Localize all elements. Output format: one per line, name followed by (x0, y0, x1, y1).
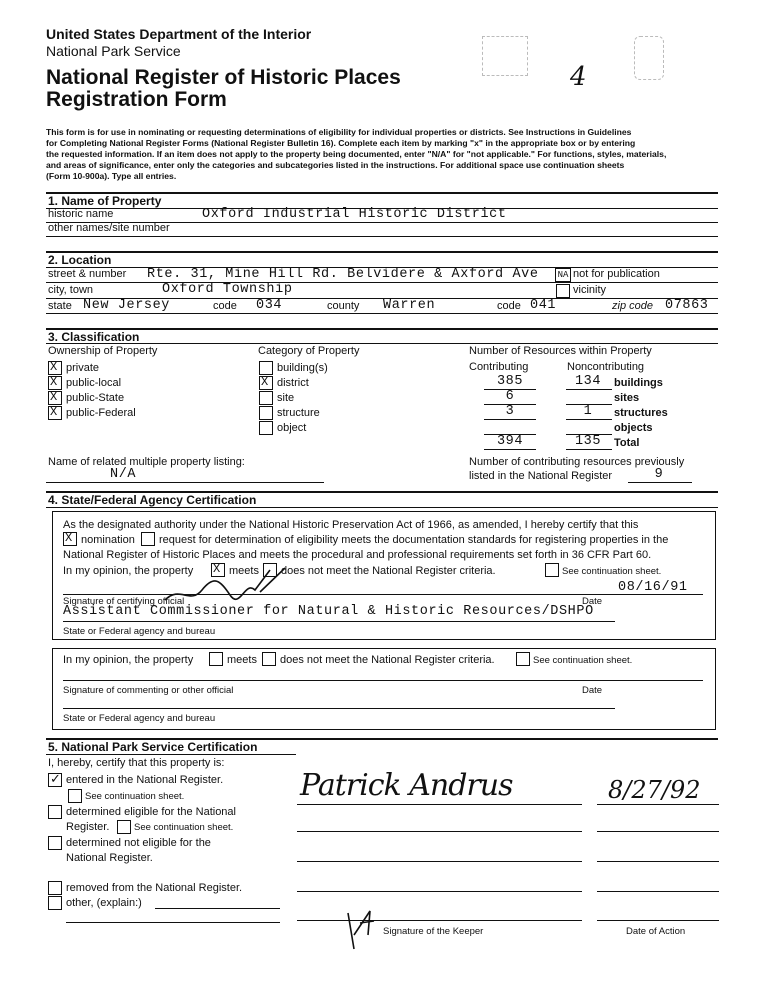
noncontributing-structures[interactable]: 1 (583, 404, 593, 419)
entered-checkbox[interactable] (48, 773, 62, 787)
site-checkbox[interactable] (259, 391, 273, 405)
state-code-label: code (213, 300, 237, 312)
cert-line-1: As the designated authority under the National Historic Preservation Act of 1966, as amended, I hereby certify that this (63, 519, 639, 531)
date-label: Date (582, 596, 603, 607)
building-label: building(s) (277, 362, 328, 374)
object-label: object (277, 422, 307, 434)
form-title-line1: National Register of Historic Places (46, 66, 401, 89)
meets2-label: meets (227, 654, 257, 666)
state-code-value[interactable]: 034 (256, 298, 283, 313)
see-continuation-a-label: See continuation sheet. (85, 791, 185, 802)
nomination-label: nomination (81, 534, 135, 546)
stamp-mark (482, 36, 528, 76)
determined-not-eligible-label-1: determined not eligible for the (66, 837, 211, 849)
object-checkbox[interactable] (259, 421, 273, 435)
zip-label: zip code (612, 300, 653, 312)
site-label: site (277, 392, 295, 404)
sites-label: sites (614, 392, 640, 404)
determined-eligible-label-2: Register. (66, 821, 110, 833)
stamp-mark-2 (634, 36, 664, 80)
keeper-initials (340, 905, 380, 955)
private-checkbox[interactable] (48, 361, 62, 375)
page-mark: 4 (570, 62, 587, 92)
determined-eligible-checkbox[interactable] (48, 805, 62, 819)
ownership-label: Ownership of Property (48, 345, 158, 357)
intro-text: This form is for use in nominating or requesting determinations of eligibility for individual properties or districts. See Instructions in Guidelines for Completing National Register Forms (National Register Bulletin 16). Complete each item by marking "x" in the appropriate box or by entering the requested information. If an item does not apply to the property being documented, enter "N/A" for "not applicable." For functions, styles, materials, and areas of significance, enter only the categories and subcategories listed in the instructions. For additional space use continuation sheets (Form 10-900a). Type all entries. (46, 127, 667, 181)
section-4-heading: 4. State/Federal Agency Certification (48, 493, 257, 507)
previously-listed-label-2: listed in the National Register (469, 470, 613, 482)
buildings-label: buildings (614, 377, 663, 389)
contributing-sites[interactable]: 6 (505, 389, 515, 404)
vicinity-checkbox[interactable] (556, 284, 570, 298)
signature-label: Signature of certifying official (63, 596, 185, 607)
contributing-buildings[interactable]: 385 (496, 374, 524, 389)
removed-label: removed from the National Register. (66, 882, 243, 894)
other-label: other, (explain:) (66, 897, 142, 909)
section-5-heading: 5. National Park Service Certification (48, 740, 258, 754)
section-3-heading: 3. Classification (48, 330, 140, 344)
state-value[interactable]: New Jersey (83, 298, 171, 313)
agency-name: United States Department of the Interior (46, 26, 312, 42)
county-code-label: code (497, 300, 521, 312)
objects-label: objects (614, 422, 653, 434)
previously-listed-label-1: Number of contributing resources previously (469, 456, 685, 468)
district-checkbox[interactable] (259, 376, 273, 390)
city-value[interactable]: Oxford Township (162, 282, 293, 297)
structures-label: structures (614, 407, 668, 419)
not-for-publication-label: not for publication (573, 268, 660, 280)
zip-value[interactable]: 07863 (665, 298, 709, 313)
signature2-label: Signature of commenting or other official (63, 685, 234, 696)
certification-date[interactable]: 08/16/91 (618, 580, 688, 595)
other-names-label: other names/site number (48, 222, 170, 234)
public-local-checkbox[interactable] (48, 376, 62, 390)
category-label: Category of Property (258, 345, 360, 357)
contributing-label: Contributing (469, 361, 529, 373)
keeper-intro: I, hereby, certify that this property is: (48, 757, 225, 769)
city-label: city, town (48, 284, 94, 296)
structure-checkbox[interactable] (259, 406, 273, 420)
removed-checkbox[interactable] (48, 881, 62, 895)
see-continuation-b-label: See continuation sheet. (134, 822, 234, 833)
street-label: street & number (48, 268, 127, 280)
request-checkbox[interactable] (141, 532, 155, 546)
opinion-prefix: In my opinion, the property (63, 565, 194, 577)
does-not-meet-label: does not meet the National Register criteria. (281, 565, 496, 577)
private-label: private (66, 362, 100, 374)
historic-name-value[interactable]: Oxford Industrial Historic District (202, 207, 507, 222)
public-local-label: public-local (66, 377, 122, 389)
other-checkbox[interactable] (48, 896, 62, 910)
does-not-meet2-label: does not meet the National Register criteria. (280, 654, 495, 666)
date2-label: Date (582, 685, 603, 696)
determined-not-eligible-label-2: National Register. (66, 852, 153, 864)
resources-label: Number of Resources within Property (469, 345, 652, 357)
does-not-meet2-checkbox[interactable] (262, 652, 276, 666)
contributing-structures[interactable]: 3 (505, 404, 515, 419)
determined-not-eligible-checkbox[interactable] (48, 836, 62, 850)
signature-keeper-label: Signature of the Keeper (383, 926, 484, 937)
opinion2-prefix: In my opinion, the property (63, 654, 194, 666)
county-value[interactable]: Warren (383, 298, 436, 313)
meets-label: meets (229, 565, 259, 577)
public-state-label: public-State (66, 392, 125, 404)
district-label: district (277, 377, 309, 389)
entered-label: entered in the National Register. (66, 774, 224, 786)
see-continuation-checkbox[interactable] (545, 563, 559, 577)
related-listing-label: Name of related multiple property listing: (48, 456, 245, 468)
keeper-signature: Patrick Andrus (300, 768, 513, 803)
building-checkbox[interactable] (259, 361, 273, 375)
form-title-line2: Registration Form (46, 88, 227, 111)
determined-eligible-label-1: determined eligible for the National (66, 806, 236, 818)
see-continuation2-checkbox[interactable] (516, 652, 530, 666)
cert-line-3: National Register of Historic Places and meets the procedural and professional requirements set forth in 36 CFR Part 60. (63, 549, 652, 561)
county-code-value[interactable]: 041 (530, 298, 557, 313)
agency-bureau-label: State or Federal agency and bureau (63, 626, 216, 637)
public-federal-checkbox[interactable] (48, 406, 62, 420)
see-continuation2-label: See continuation sheet. (533, 655, 633, 666)
section-1-heading: 1. Name of Property (48, 194, 162, 208)
county-label: county (327, 300, 360, 312)
see-continuation-a-checkbox[interactable] (68, 789, 82, 803)
meets2-checkbox[interactable] (209, 652, 223, 666)
public-state-checkbox[interactable] (48, 391, 62, 405)
agency2-bureau-label: State or Federal agency and bureau (63, 713, 216, 724)
structure-label: structure (277, 407, 320, 419)
street-value[interactable]: Rte. 31, Mine Hill Rd. Belvidere & Axford Ave (147, 267, 539, 282)
vicinity-label: vicinity (573, 284, 607, 296)
cert-line-2: request for determination of eligibility meets the documentation standards for registering properties in the (159, 534, 669, 546)
service-name: National Park Service (46, 43, 181, 59)
keeper-date: 8/27/92 (608, 776, 701, 804)
previously-listed-value[interactable]: 9 (654, 467, 664, 482)
public-federal-label: public-Federal (66, 407, 136, 419)
total-label: Total (614, 437, 640, 449)
see-continuation-label: See continuation sheet. (562, 566, 662, 577)
date-of-action-label: Date of Action (626, 926, 686, 937)
nomination-checkbox[interactable] (63, 532, 77, 546)
noncontributing-total[interactable]: 135 (574, 434, 602, 449)
noncontributing-buildings[interactable]: 134 (574, 374, 602, 389)
section-2-heading: 2. Location (48, 253, 112, 267)
see-continuation-b-checkbox[interactable] (117, 820, 131, 834)
noncontributing-label: Noncontributing (567, 361, 645, 373)
related-listing-value[interactable]: N/A (110, 467, 137, 482)
not-for-publication-box[interactable]: NA (555, 268, 571, 282)
official-title[interactable]: Assistant Commissioner for Natural & Historic Resources/DSHPO (63, 604, 594, 619)
contributing-total[interactable]: 394 (496, 434, 524, 449)
state-label: state (48, 300, 72, 312)
historic-name-label: historic name (48, 208, 114, 220)
